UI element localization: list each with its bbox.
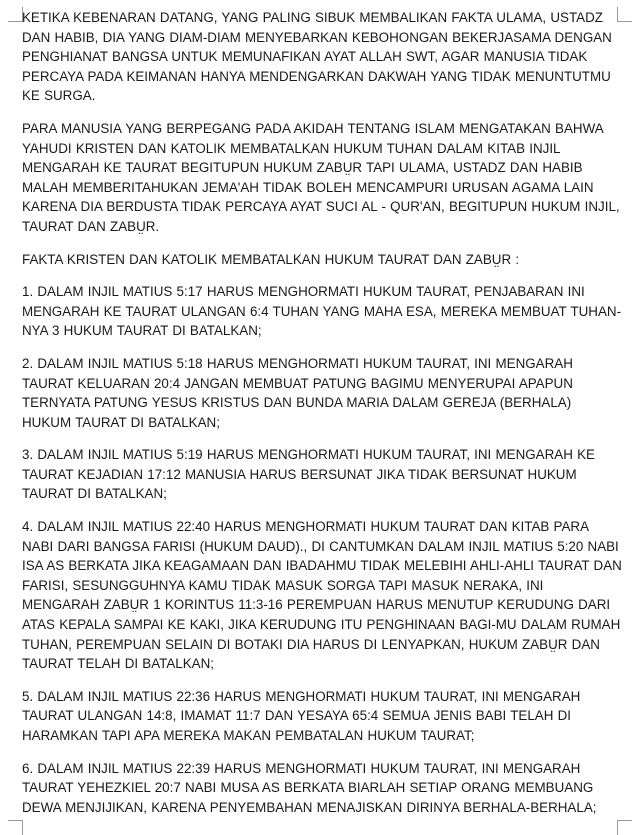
paragraph-akidah: PARA MANUSIA YANG BERPEGANG PADA AKIDAH TENTANG ISLAM MENGATAKAN BAHWA YAHUDI KRISTEN DAN KATOLIK MEMBATALKAN HUKUM TUHAN DALAM KITAB INJIL MENGARAH KE TAURAT BEGITUPUN HUKUM ZABṲR TAPI ULAMA, USTADZ DAN HABIB MALAH MEMBERITAHUKAN JEMA'AH TIDAK BOLEH MENCAMPURI URUSAN AGAMA LAIN KARENA DIA BERDUSTA TIDAK PERCAYA AYAT SUCI AL - QUR'AN, BEGITUPUN HUKUM INJIL, TAURAT DAN ZABṲR.	[22, 120, 620, 234]
list-item-6: 6. DALAM INJIL MATIUS 22:39 HARUS MENGHORMATI HUKUM TAURAT, INI MENGARAH TAURAT YEHEZKIEL 20:7 NABI MUSA AS BERKATA BIARLAH SETIAP ORANG MEMBUANG DEWA MENJIJIKAN, KARENA PENYEMBAHAN MENAJISKAN DIRINYA BERHALA-BERHALA;	[22, 760, 597, 815]
list-item-1: 1. DALAM INJIL MATIUS 5:17 HARUS MENGHORMATI HUKUM TAURAT, PENJABARAN INI MENGARAH KE TAURAT ULANGAN 6:4 TUHAN YANG MAHA ESA, MEREKA MEMBUAT TUHAN-NYA 3 HUKUM TAURAT DI BATALKAN;	[22, 284, 622, 339]
list-item-3: 3. DALAM INJIL MATIUS 5:19 HARUS MENGHORMATI HUKUM TAURAT, INI MENGARAH KE TAURAT KEJADIAN 17:12 MANUSIA HARUS BERSUNAT JIKA TIDAK BERSUNAT HUKUM TAURAT DI BATALKAN;	[22, 447, 595, 502]
crop-mark-top-left	[8, 7, 23, 22]
list-item-2: 2. DALAM INJIL MATIUS 5:18 HARUS MENGHORMATI HUKUM TAURAT, INI MENGARAH TAURAT KELUARAN 20:4 JANGAN MEMBUAT PATUNG BAGIMU MENYERUPAI APAPUN TERNYATA PATUNG YESUS KRISTUS DAN BUNDA MARIA DALAM GEREJA (BERHALA) HUKUM TAURAT DI BATALKAN;	[22, 355, 573, 430]
document-page	[22, 8, 622, 830]
list-item-4: 4. DALAM INJIL MATIUS 22:40 HARUS MENGHORMATI HUKUM TAURAT DAN KITAB PARA NABI DARI BANGSA FARISI (HUKUM DAUD)., DI CANTUMKAN DALAM INJIL MATIUS 5:20 NABI ISA AS BERKATA JIKA KEAGAMAAN DAN IBADAHMU TIDAK MELEBIHI AHLI-AHLI TAURAT DAN FARISI, SESUNGGUHNYA KAMU TIDAK MASUK SORGA TAPI MASUK NERAKA, INI MENGARAH ZABṲR 1 KORINTUS 11:3-16 PEREMPUAN HARUS MENUTUP KERUDUNG DARI ATAS KEPALA SAMPAI KE KAKI, JIKA KERUDUNG ITU PENGHINAAN BAGI-MU DALAM RUMAH TUHAN, PEREMPUAN SELAIN DI BOTAKI DIA HARUS DI LENYAPKAN, HUKUM ZABṲR DAN TAURAT TELAH DI BATALKAN;	[22, 519, 622, 672]
list-item-5: 5. DALAM INJIL MATIUS 22:36 HARUS MENGHORMATI HUKUM TAURAT, INI MENGARAH TAURAT ULANGAN 14:8, IMAMAT 11:7 DAN YESAYA 65:4 SEMUA JENIS BABI TELAH DI HARAMKAN TAPI APA MEREKA MAKAN PEMBATALAN HUKUM TAURAT;	[22, 688, 581, 743]
paragraph-fakta-heading: FAKTA KRISTEN DAN KATOLIK MEMBATALKAN HUKUM TAURAT DAN ZABṲR :	[22, 251, 520, 267]
crop-mark-bottom-left	[8, 820, 23, 835]
paragraph-intro: KETIKA KEBENARAN DATANG, YANG PALING SIBUK MEMBALIKAN FAKTA ULAMA, USTADZ DAN HABIB, DIA YANG DIAM-DIAM MENYEBARKAN KEBOHONGAN BEKERJASAMA DENGAN PENGHIANAT BANGSA UNTUK MEMUNAFIKAN AYAT ALLAH SWT, AGAR MANUSIA TIDAK PERCAYA PADA KEIMANAN HANYA MENDENGARKAN DAKWAH YANG TIDAK MENUNTUTMU KE SURGA.	[22, 10, 612, 104]
